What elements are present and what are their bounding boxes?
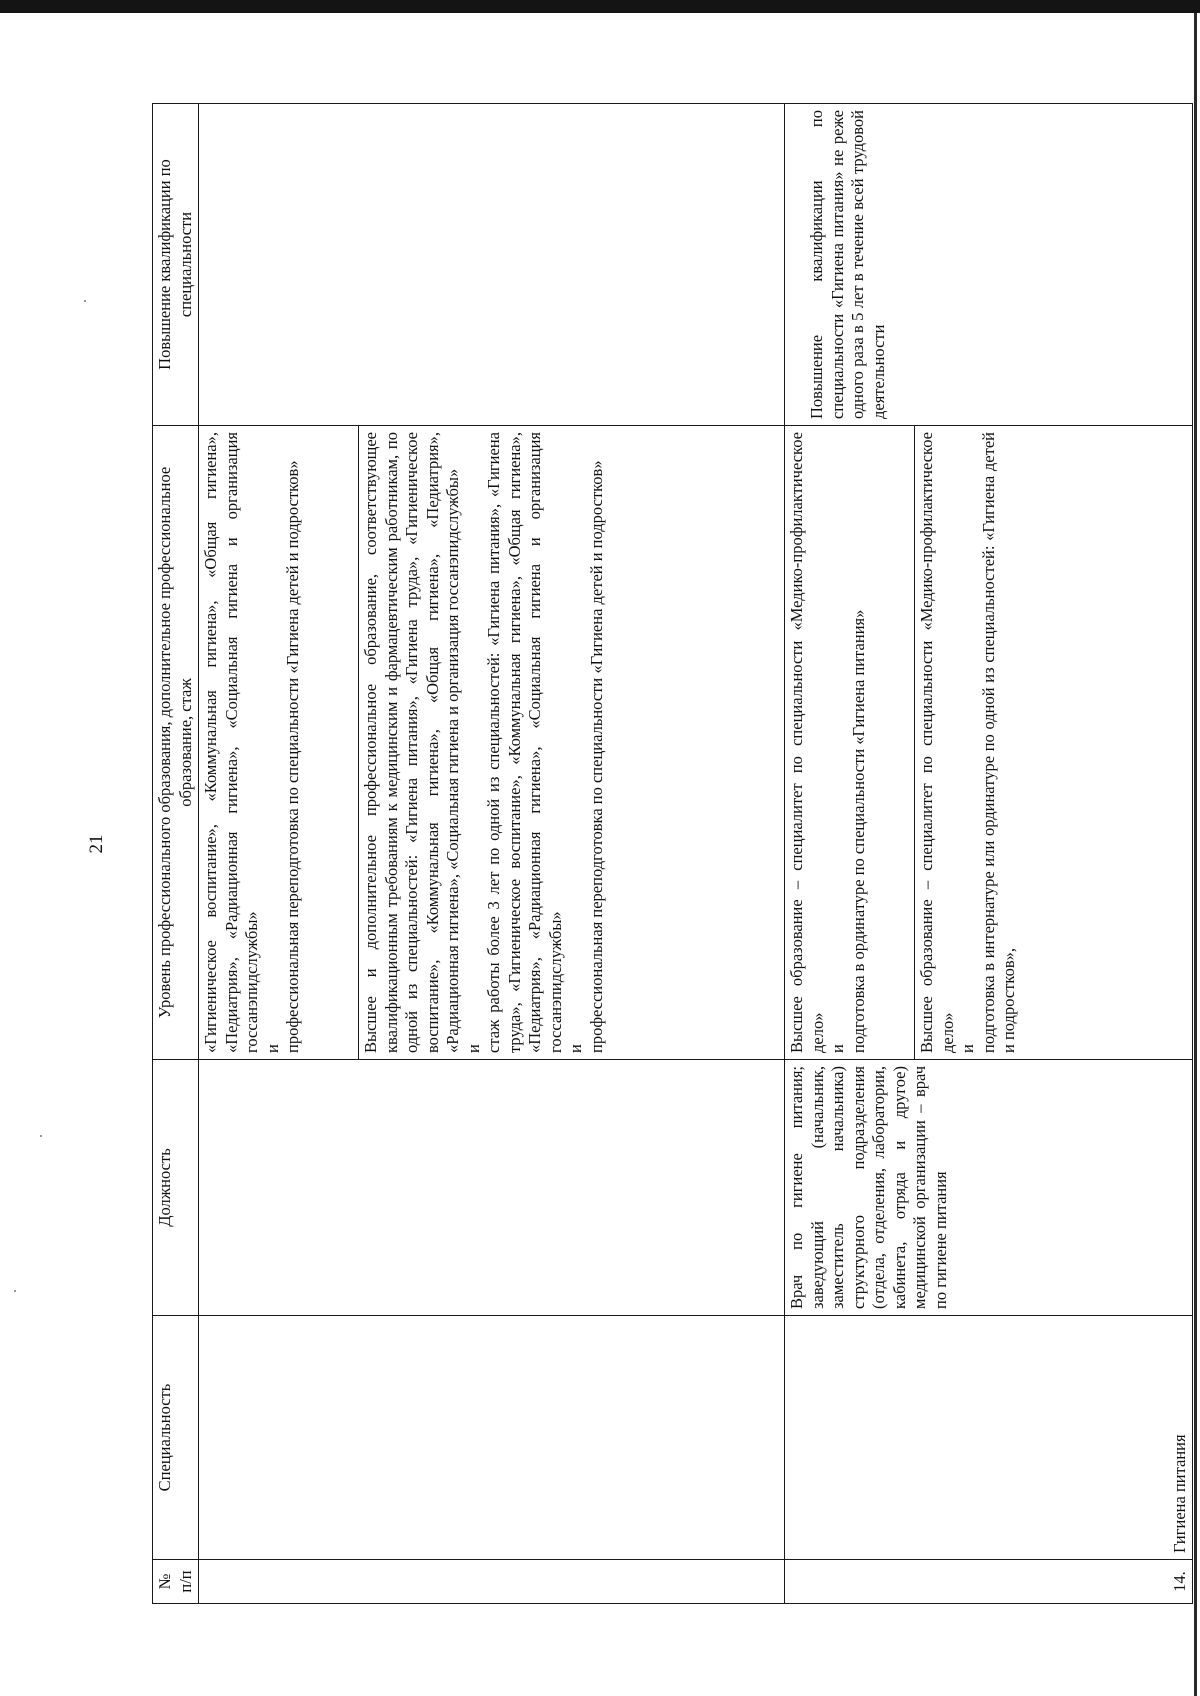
header-qualification: Повышение квалификации по специальности: [153, 104, 199, 426]
cell-qualification: [785, 104, 1193, 426]
and-connector: и: [828, 1044, 847, 1053]
table-header-row: [153, 104, 199, 1604]
scan-top-edge: [0, 0, 1200, 13]
cell-num: 14.: [785, 1560, 1193, 1604]
cell-education: [785, 426, 915, 1060]
rotated-page: [152, 104, 1190, 1604]
education-text: подготовка в интернатуре или ординатуре по одной из специальностей: «Гигиена детей и подростков»,: [978, 432, 1018, 1053]
page-number: 21: [86, 834, 107, 854]
education-text: Высшее образование – специалитет по специальности «Медико-профилактическое дело»: [917, 432, 957, 1053]
cell-qualification: [199, 104, 785, 426]
education-text: «Гигиеническое воспитание», «Коммунальная гигиена», «Общая гигиена», «Педиатрия», «Радиационная гигиена», «Социальная гигиена и организация госсанэпидслужбы»: [201, 432, 261, 1053]
qualification-table: [152, 103, 1193, 1604]
cell-position: [199, 1060, 785, 1316]
education-text: Высшее образование – специалитет по специальности «Медико-профилактическое дело»: [787, 432, 827, 1053]
scan-speck: [40, 1135, 42, 1137]
cell-education: [199, 426, 359, 1060]
header-num: № п/п: [153, 1560, 199, 1604]
table-row: [199, 104, 359, 1604]
and-connector: и: [958, 1044, 977, 1053]
qualification-text: Повышение квалификации по специальности «Гигиена питания» не реже одного раза в 5 лет в течение всей трудовой деятельности: [807, 110, 888, 419]
cell-education: [915, 426, 1193, 1060]
scan-right-edge: [1194, 13, 1197, 1696]
header-specialty: Специальность: [153, 1316, 199, 1560]
and-connector: и: [262, 1044, 282, 1053]
header-education: Уровень профессионального образования, дополнительное профессиональное образование, стаж: [153, 426, 199, 1060]
education-text: Высшее и дополнительное профессиональное образование, соответствующее квалификационным требованиям к медицинским и фармацевтическим работникам, по одной из специальностей: «Гигиена питания», «Гигиена труда», «Гигиеническое воспитание», «Коммунальная гигиена», «Общая гигиена», «Педиатрия», «Радиационная гигиена», «Социальная гигиена и организация госсанэпидслужбы»: [361, 432, 462, 1053]
table-row: [785, 104, 915, 1604]
cell-specialty: Гигиена питания: [785, 1316, 1193, 1560]
and-connector: и: [566, 1044, 585, 1053]
cell-num: [199, 1560, 785, 1604]
education-text: профессиональная переподготовка по специальности «Гигиена детей и подростков»: [586, 460, 606, 1053]
education-text: профессиональная переподготовка по специальности «Гигиена детей и подростков»: [283, 460, 302, 1053]
scan-speck: [14, 1290, 16, 1292]
scan-speck: [84, 300, 86, 302]
header-position: Должность: [153, 1060, 199, 1316]
cell-education: [359, 426, 785, 1060]
cell-specialty: [199, 1316, 785, 1560]
and-connector: и: [463, 1044, 483, 1053]
cell-position: Врач по гигиене питания; заведующий (начальник, заместитель начальника) структурного подразделения (отдела, отделения, лаборатории, кабинета, отряда и другое) медицинской организации – врач по гигиене питания: [785, 1060, 1193, 1316]
education-text: подготовка в ординатуре по специальности «Гигиена питания»: [848, 609, 868, 1053]
education-text: стаж работы более 3 лет по одной из специальностей: «Гигиена питания», «Гигиена труда», «Гигиеническое воспитание», «Коммунальная гигиена», «Общая гигиена», «Педиатрия», «Радиационная гигиена», «Социальная гигиена и организация госсанэпидслужбы»: [484, 432, 565, 1053]
